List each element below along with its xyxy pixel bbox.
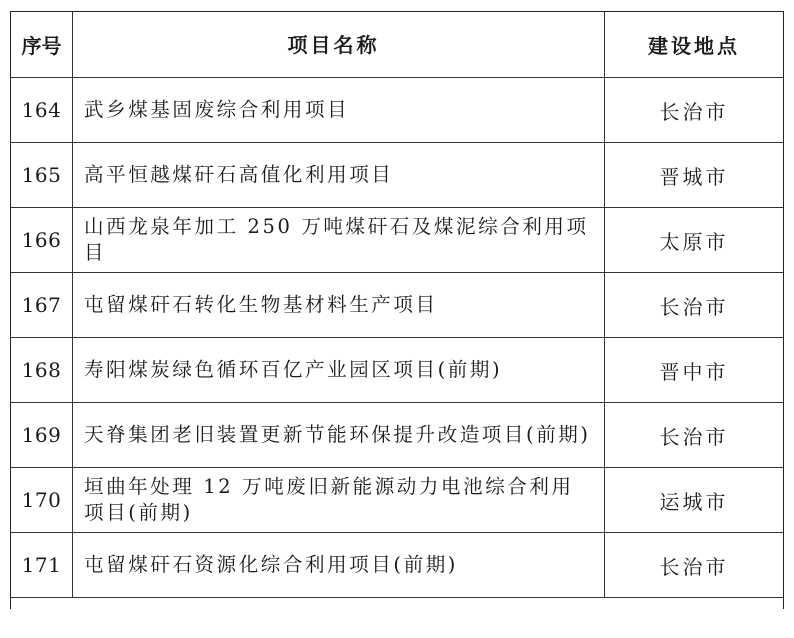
row-name: 高平恒越煤矸石高值化利用项目 xyxy=(73,143,605,207)
table-row xyxy=(11,273,783,338)
table-header-row xyxy=(11,12,783,78)
row-location: 晋中市 xyxy=(659,359,729,384)
row-no: 165 xyxy=(11,143,73,207)
row-name: 屯留煤矸石资源化综合利用项目(前期) xyxy=(73,533,605,597)
row-name: 天脊集团老旧装置更新节能环保提升改造项目(前期) xyxy=(73,403,605,467)
table-row xyxy=(11,533,783,598)
table-row-partial xyxy=(11,598,783,638)
row-location: 太原市 xyxy=(659,229,729,254)
row-location: 长治市 xyxy=(659,99,729,124)
row-no: 169 xyxy=(11,403,73,467)
row-no: 170 xyxy=(11,468,73,532)
table-row xyxy=(11,143,783,208)
row-name: 垣曲年处理 12 万吨废旧新能源动力电池综合利用项目(前期) xyxy=(73,468,605,532)
row-location: 长治市 xyxy=(659,424,729,449)
table-row xyxy=(11,403,783,468)
table-row xyxy=(11,78,783,143)
row-name: 山西龙泉年加工 250 万吨煤矸石及煤泥综合利用项目 xyxy=(73,208,605,272)
row-no: 164 xyxy=(11,78,73,142)
project-table xyxy=(10,11,784,609)
row-no: 171 xyxy=(11,533,73,597)
table-row xyxy=(11,468,783,533)
row-name: 寿阳煤炭绿色循环百亿产业园区项目(前期) xyxy=(73,338,605,402)
header-location: 建设地点 xyxy=(648,34,740,58)
row-no: 166 xyxy=(11,208,73,272)
row-name: 武乡煤基固废综合利用项目 xyxy=(73,78,605,142)
row-location: 运城市 xyxy=(659,489,729,514)
row-location: 长治市 xyxy=(659,294,729,319)
table-row xyxy=(11,338,783,403)
row-no: 168 xyxy=(11,338,73,402)
header-name: 项目名称 xyxy=(73,12,605,77)
row-location: 长治市 xyxy=(659,554,729,579)
row-no: 167 xyxy=(11,273,73,337)
row-location: 晋城市 xyxy=(659,164,729,189)
table-row xyxy=(11,208,783,273)
row-name: 屯留煤矸石转化生物基材料生产项目 xyxy=(73,273,605,337)
header-no: 序号 xyxy=(11,12,73,77)
